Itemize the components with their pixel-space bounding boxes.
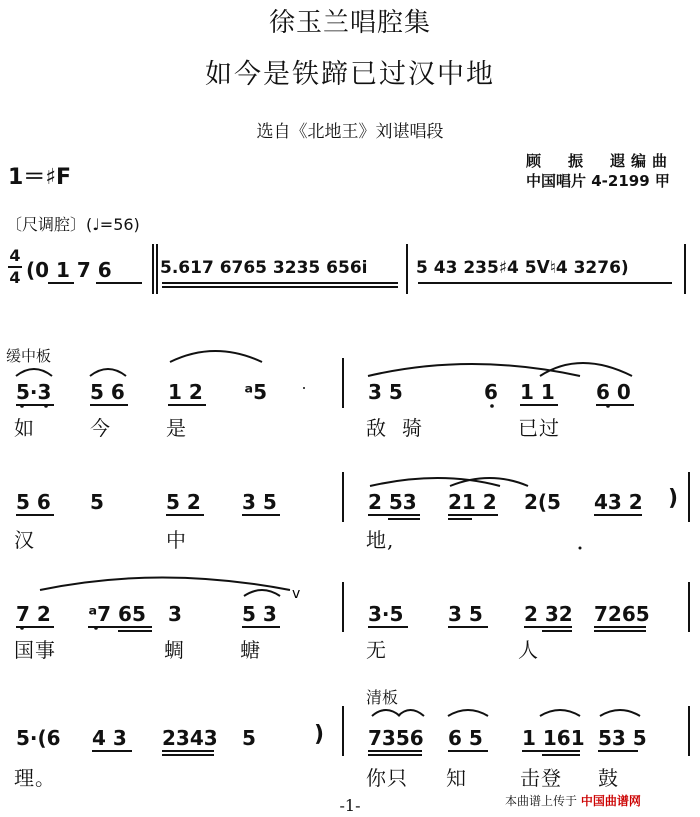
note-group: 3 bbox=[168, 602, 182, 626]
slur bbox=[372, 710, 400, 716]
time-signature-bottom: 4 bbox=[9, 268, 21, 287]
note-group: ᵃ7 65 bbox=[88, 602, 146, 626]
lyric: 你只 bbox=[366, 766, 408, 790]
note-group: 1 161 bbox=[522, 726, 585, 750]
note-group: 2 32 bbox=[524, 602, 573, 626]
note-group: 2(5 bbox=[524, 490, 561, 514]
note-group: ᵃ5 bbox=[244, 380, 268, 404]
note-group: 5 bbox=[242, 726, 256, 750]
intro-phrase-2: 5.617 6765 3235 656i bbox=[160, 258, 368, 278]
note-group: 5 2 bbox=[166, 490, 201, 514]
note-group: 7265 bbox=[594, 602, 650, 626]
note-group: 5 6 bbox=[90, 380, 125, 404]
note-group: 53 5 bbox=[598, 726, 647, 750]
note-group: 5 6 bbox=[16, 490, 51, 514]
slur bbox=[40, 578, 290, 591]
lyric: 地, bbox=[366, 528, 395, 552]
source-note: 选自《北地王》刘谌唱段 bbox=[256, 122, 444, 142]
note-group: 6 5 bbox=[448, 726, 483, 750]
slur bbox=[170, 351, 262, 362]
tempo-mark-free: 清板 bbox=[366, 688, 399, 707]
lyric: 击登 bbox=[520, 766, 562, 790]
svg-text:v: v bbox=[292, 586, 301, 602]
uploaded-by: 本曲谱上传于 bbox=[505, 794, 578, 808]
note-group: 7356 bbox=[368, 726, 424, 750]
time-signature-top: 4 bbox=[9, 246, 21, 265]
lyric: 中 bbox=[166, 528, 187, 552]
lyric: 知 bbox=[446, 766, 467, 790]
record-number: 中国唱片 4-2199 甲 bbox=[526, 172, 670, 190]
note-group: 4 3 bbox=[92, 726, 127, 750]
lyric: 螗 bbox=[240, 638, 261, 662]
note-group: 3·5 bbox=[368, 602, 404, 626]
lyric: 国事 bbox=[14, 638, 56, 662]
lyric: 汉 bbox=[14, 528, 35, 552]
lyric: 敌 bbox=[366, 416, 387, 440]
slur bbox=[448, 710, 488, 716]
note-group: 5 3 bbox=[242, 602, 277, 626]
note-group: 3 5 bbox=[242, 490, 277, 514]
page-number: -1- bbox=[339, 796, 361, 815]
note-group: 5·(6 bbox=[16, 726, 61, 750]
note-group: 7 2 bbox=[16, 602, 51, 626]
tempo-mark-moderate: 缓中板 bbox=[6, 347, 52, 365]
key-signature: 1＝♯F bbox=[8, 165, 71, 190]
footer-credit bbox=[505, 792, 641, 809]
song-title: 如今是铁蹄已过汉中地 bbox=[205, 59, 495, 90]
slur bbox=[600, 710, 640, 716]
note-group: 3 5 bbox=[368, 380, 403, 404]
note-group: 1 2 bbox=[168, 380, 203, 404]
site-logo: 中国曲谱网 bbox=[580, 794, 641, 808]
note-group: 2343 bbox=[162, 726, 218, 750]
note-group: 1 1 bbox=[520, 380, 555, 404]
slur bbox=[16, 369, 52, 376]
note-group: 43 2 bbox=[594, 490, 643, 514]
lyric: 是 bbox=[166, 416, 187, 440]
slur bbox=[90, 369, 126, 376]
lyric: 理。 bbox=[14, 766, 56, 790]
intro-phrase-1: (0 1 7 6 bbox=[26, 258, 112, 282]
slur bbox=[540, 363, 632, 376]
lyric: 如 bbox=[14, 416, 35, 440]
note-group: 6 bbox=[484, 380, 498, 404]
lyric: 无 bbox=[366, 638, 387, 662]
note-group: 21 2 bbox=[448, 490, 497, 514]
slur bbox=[398, 710, 424, 716]
lyric: 今 bbox=[90, 416, 111, 440]
lyric: 鼓 bbox=[598, 766, 619, 790]
note-group: 5·3 bbox=[16, 380, 52, 404]
note-group: ) bbox=[668, 486, 679, 511]
collection-title: 徐玉兰唱腔集 bbox=[268, 8, 431, 38]
lyric: 蜩 bbox=[164, 638, 185, 662]
lyric: 人 bbox=[518, 638, 539, 662]
lyric: 骑 bbox=[402, 416, 423, 440]
slur bbox=[368, 364, 580, 376]
mode-tempo: 〔尺调腔〕(♩=56) bbox=[6, 215, 140, 234]
slur bbox=[244, 590, 280, 596]
slur bbox=[540, 710, 580, 716]
note-group: 6 0 bbox=[596, 380, 631, 404]
intro-phrase-3: 5 43 235♯4 5ᐯ♮4 3276) bbox=[416, 258, 629, 278]
note-group: 2 53 bbox=[368, 490, 417, 514]
note-group: 5 bbox=[90, 490, 104, 514]
composer-credit: 顾 振 遐编曲 bbox=[526, 152, 674, 170]
note-group: 3 5 bbox=[448, 602, 483, 626]
lyric: 已过 bbox=[518, 416, 560, 440]
note-group: ) bbox=[314, 722, 325, 747]
